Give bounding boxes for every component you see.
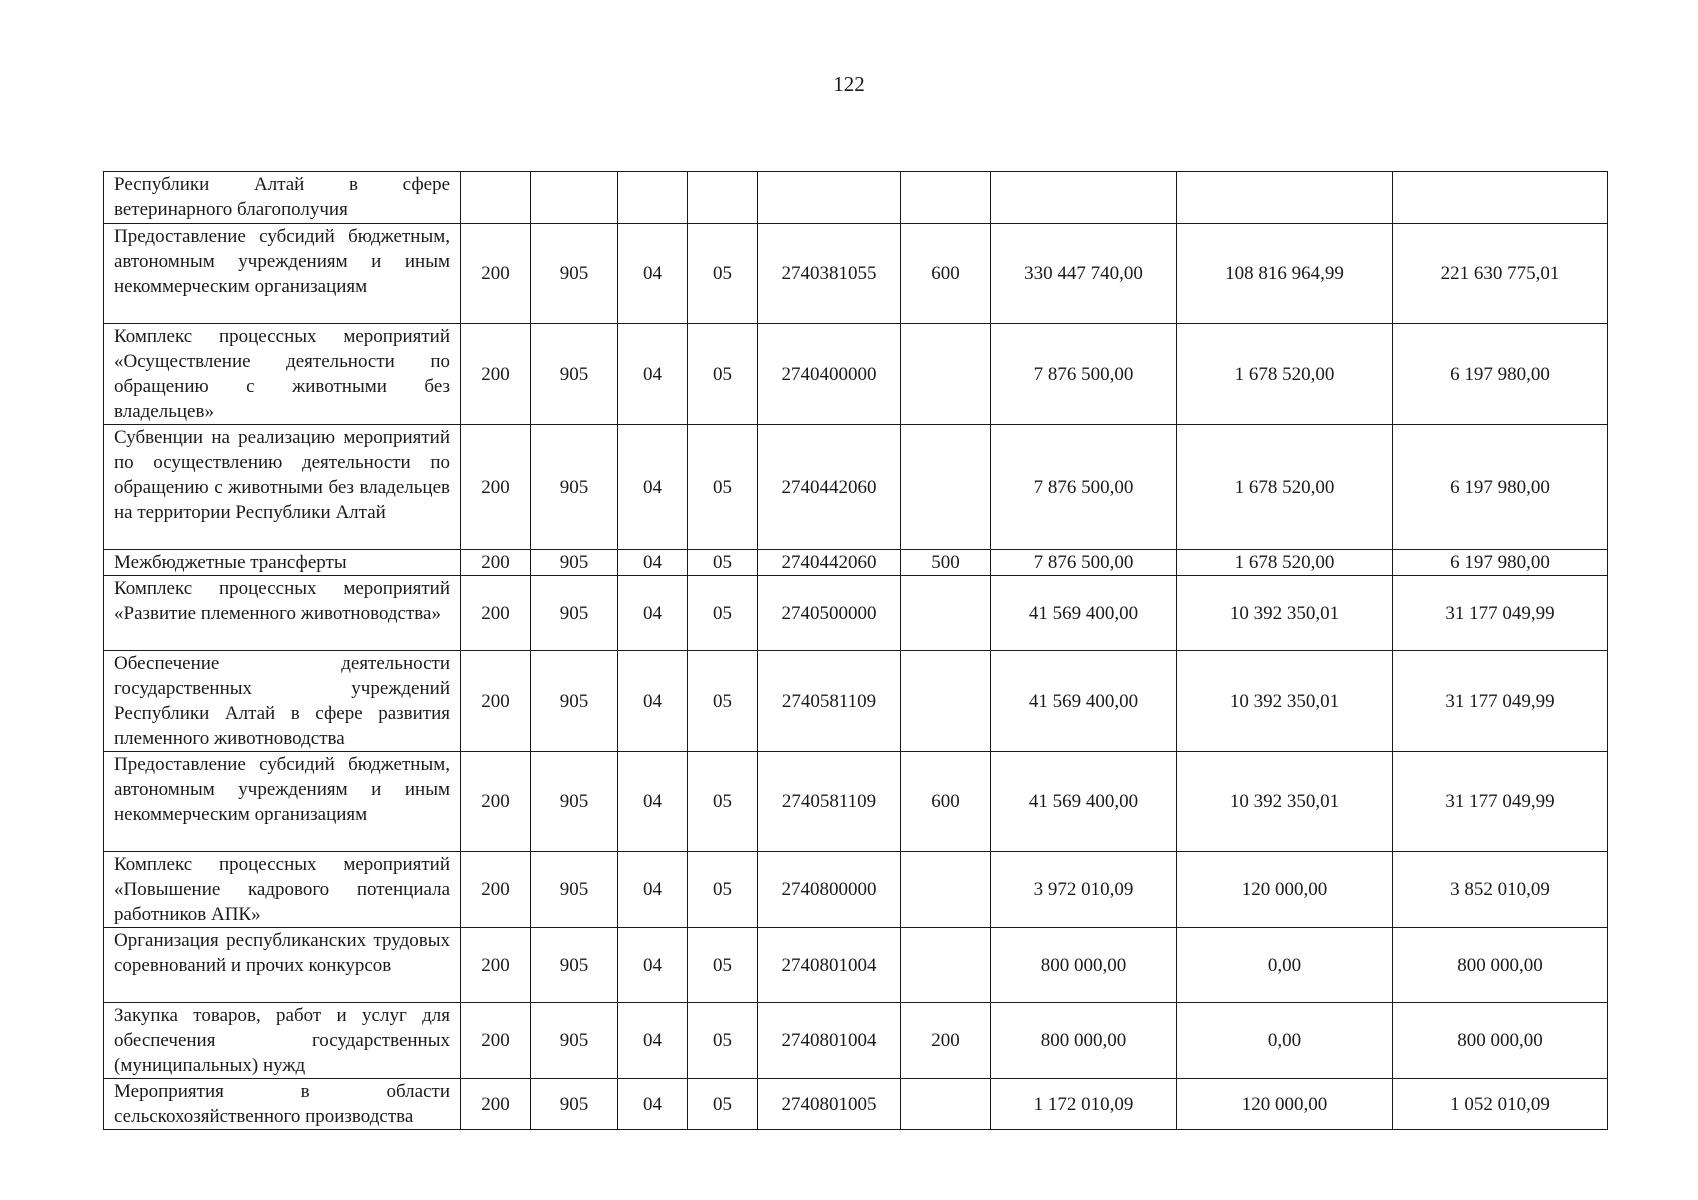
row-name-cell: Закупка товаров, работ и услуг для обеспечения государственных (муниципальных) нужд: [104, 1003, 461, 1079]
cell-pr: 05: [688, 425, 758, 550]
cell-csr: 2740442060: [758, 425, 901, 550]
cell-csr: 2740581109: [758, 752, 901, 852]
row-name-cell: Обеспечение деятельности государственных учреждений Республики Алтай в сфере развития племенного животноводства: [104, 651, 461, 752]
table-row: [104, 224, 1608, 324]
cell-csr: 2740500000: [758, 576, 901, 651]
cell-csr: [758, 172, 901, 224]
cell-sum-plan: 41 569 400,00: [991, 576, 1177, 651]
table-row: [104, 1079, 1608, 1130]
cell-sum-plan: 41 569 400,00: [991, 752, 1177, 852]
cell-sum-remaining: 31 177 049,99: [1393, 576, 1608, 651]
cell-vr: 600: [901, 752, 991, 852]
cell-vr: [901, 852, 991, 928]
cell-ved: 905: [531, 550, 618, 576]
row-name-cell: Комплекс процессных мероприятий «Развитие племенного животноводства»: [104, 576, 461, 651]
cell-pr: 05: [688, 651, 758, 752]
cell-csr: 2740400000: [758, 324, 901, 425]
cell-csr: 2740381055: [758, 224, 901, 324]
cell-sum-plan: 1 172 010,09: [991, 1079, 1177, 1130]
cell-rz: 04: [618, 752, 688, 852]
cell-sum-executed: 10 392 350,01: [1177, 752, 1393, 852]
table-body: [104, 172, 1608, 1130]
cell-sum-remaining: 31 177 049,99: [1393, 752, 1608, 852]
cell-csr: 2740801004: [758, 1003, 901, 1079]
cell-sum-remaining: 6 197 980,00: [1393, 425, 1608, 550]
cell-sum-remaining: 800 000,00: [1393, 1003, 1608, 1079]
cell-gr: 200: [461, 1079, 531, 1130]
cell-sum-executed: 120 000,00: [1177, 1079, 1393, 1130]
table-row: [104, 928, 1608, 1003]
cell-vr: [901, 576, 991, 651]
cell-csr: 2740801005: [758, 1079, 901, 1130]
cell-ved: 905: [531, 928, 618, 1003]
cell-sum-executed: 108 816 964,99: [1177, 224, 1393, 324]
cell-sum-executed: 0,00: [1177, 928, 1393, 1003]
table-row: [104, 1003, 1608, 1079]
cell-ved: 905: [531, 852, 618, 928]
cell-sum-remaining: 1 052 010,09: [1393, 1079, 1608, 1130]
cell-pr: 05: [688, 324, 758, 425]
page-number: 122: [833, 72, 865, 96]
cell-gr: 200: [461, 324, 531, 425]
row-name-cell: Комплекс процессных мероприятий «Осуществление деятельности по обращению с животными без владельцев»: [104, 324, 461, 425]
table-row: [104, 852, 1608, 928]
row-name-cell: Межбюджетные трансферты: [104, 550, 461, 576]
cell-sum-executed: 10 392 350,01: [1177, 576, 1393, 651]
budget-table: [103, 171, 1608, 1130]
cell-pr: 05: [688, 224, 758, 324]
cell-sum-remaining: 31 177 049,99: [1393, 651, 1608, 752]
cell-ved: 905: [531, 425, 618, 550]
cell-sum-plan: [991, 172, 1177, 224]
cell-pr: 05: [688, 928, 758, 1003]
cell-rz: 04: [618, 550, 688, 576]
cell-sum-plan: 7 876 500,00: [991, 425, 1177, 550]
cell-sum-remaining: 6 197 980,00: [1393, 550, 1608, 576]
cell-rz: 04: [618, 425, 688, 550]
cell-csr: 2740442060: [758, 550, 901, 576]
cell-gr: 200: [461, 1003, 531, 1079]
cell-sum-plan: 3 972 010,09: [991, 852, 1177, 928]
cell-sum-executed: 1 678 520,00: [1177, 425, 1393, 550]
cell-gr: [461, 172, 531, 224]
cell-pr: [688, 172, 758, 224]
cell-rz: 04: [618, 324, 688, 425]
cell-sum-executed: 0,00: [1177, 1003, 1393, 1079]
cell-ved: 905: [531, 224, 618, 324]
cell-sum-remaining: 800 000,00: [1393, 928, 1608, 1003]
cell-pr: 05: [688, 1079, 758, 1130]
cell-rz: 04: [618, 576, 688, 651]
table-row: [104, 550, 1608, 576]
cell-csr: 2740801004: [758, 928, 901, 1003]
table-row: [104, 651, 1608, 752]
cell-sum-remaining: 3 852 010,09: [1393, 852, 1608, 928]
cell-gr: 200: [461, 752, 531, 852]
cell-sum-remaining: 221 630 775,01: [1393, 224, 1608, 324]
row-name-cell: Мероприятия в области сельскохозяйственного производства: [104, 1079, 461, 1130]
cell-sum-executed: 10 392 350,01: [1177, 651, 1393, 752]
cell-pr: 05: [688, 550, 758, 576]
cell-rz: 04: [618, 1079, 688, 1130]
cell-sum-plan: 800 000,00: [991, 928, 1177, 1003]
cell-rz: 04: [618, 852, 688, 928]
cell-gr: 200: [461, 928, 531, 1003]
cell-sum-plan: 41 569 400,00: [991, 651, 1177, 752]
cell-pr: 05: [688, 852, 758, 928]
cell-rz: [618, 172, 688, 224]
cell-vr: [901, 172, 991, 224]
row-name-cell: Предоставление субсидий бюджетным, автономным учреждениям и иным некоммерческим организациям: [104, 224, 461, 324]
cell-gr: 200: [461, 651, 531, 752]
row-name-cell: Комплекс процессных мероприятий «Повышение кадрового потенциала работников АПК»: [104, 852, 461, 928]
cell-sum-executed: [1177, 172, 1393, 224]
cell-ved: 905: [531, 1003, 618, 1079]
table-row: [104, 425, 1608, 550]
cell-rz: 04: [618, 1003, 688, 1079]
row-name-cell: Субвенции на реализацию мероприятий по осуществлению деятельности по обращению с животными без владельцев на территории Республики Алтай: [104, 425, 461, 550]
cell-ved: [531, 172, 618, 224]
row-name-cell: Предоставление субсидий бюджетным, автономным учреждениям и иным некоммерческим организациям: [104, 752, 461, 852]
cell-pr: 05: [688, 1003, 758, 1079]
cell-vr: 600: [901, 224, 991, 324]
cell-sum-plan: 800 000,00: [991, 1003, 1177, 1079]
cell-gr: 200: [461, 425, 531, 550]
cell-rz: 04: [618, 651, 688, 752]
cell-vr: 200: [901, 1003, 991, 1079]
cell-ved: 905: [531, 1079, 618, 1130]
cell-pr: 05: [688, 576, 758, 651]
cell-vr: [901, 928, 991, 1003]
cell-gr: 200: [461, 550, 531, 576]
row-name-cell: Республики Алтай в сфере ветеринарного благополучия: [104, 172, 461, 224]
cell-sum-executed: 1 678 520,00: [1177, 324, 1393, 425]
table-row: [104, 324, 1608, 425]
cell-ved: 905: [531, 576, 618, 651]
cell-gr: 200: [461, 852, 531, 928]
cell-rz: 04: [618, 224, 688, 324]
cell-sum-plan: 7 876 500,00: [991, 324, 1177, 425]
cell-sum-remaining: [1393, 172, 1608, 224]
cell-vr: [901, 651, 991, 752]
cell-gr: 200: [461, 224, 531, 324]
cell-pr: 05: [688, 752, 758, 852]
cell-csr: 2740800000: [758, 852, 901, 928]
cell-ved: 905: [531, 324, 618, 425]
row-name-cell: Организация республиканских трудовых соревнований и прочих конкурсов: [104, 928, 461, 1003]
cell-sum-plan: 7 876 500,00: [991, 550, 1177, 576]
cell-gr: 200: [461, 576, 531, 651]
cell-sum-executed: 120 000,00: [1177, 852, 1393, 928]
table-row: [104, 172, 1608, 224]
cell-vr: [901, 425, 991, 550]
table-row: [104, 576, 1608, 651]
cell-vr: [901, 324, 991, 425]
cell-vr: 500: [901, 550, 991, 576]
cell-vr: [901, 1079, 991, 1130]
cell-sum-plan: 330 447 740,00: [991, 224, 1177, 324]
cell-csr: 2740581109: [758, 651, 901, 752]
cell-sum-remaining: 6 197 980,00: [1393, 324, 1608, 425]
table-row: [104, 752, 1608, 852]
cell-rz: 04: [618, 928, 688, 1003]
cell-sum-executed: 1 678 520,00: [1177, 550, 1393, 576]
cell-ved: 905: [531, 651, 618, 752]
cell-ved: 905: [531, 752, 618, 852]
